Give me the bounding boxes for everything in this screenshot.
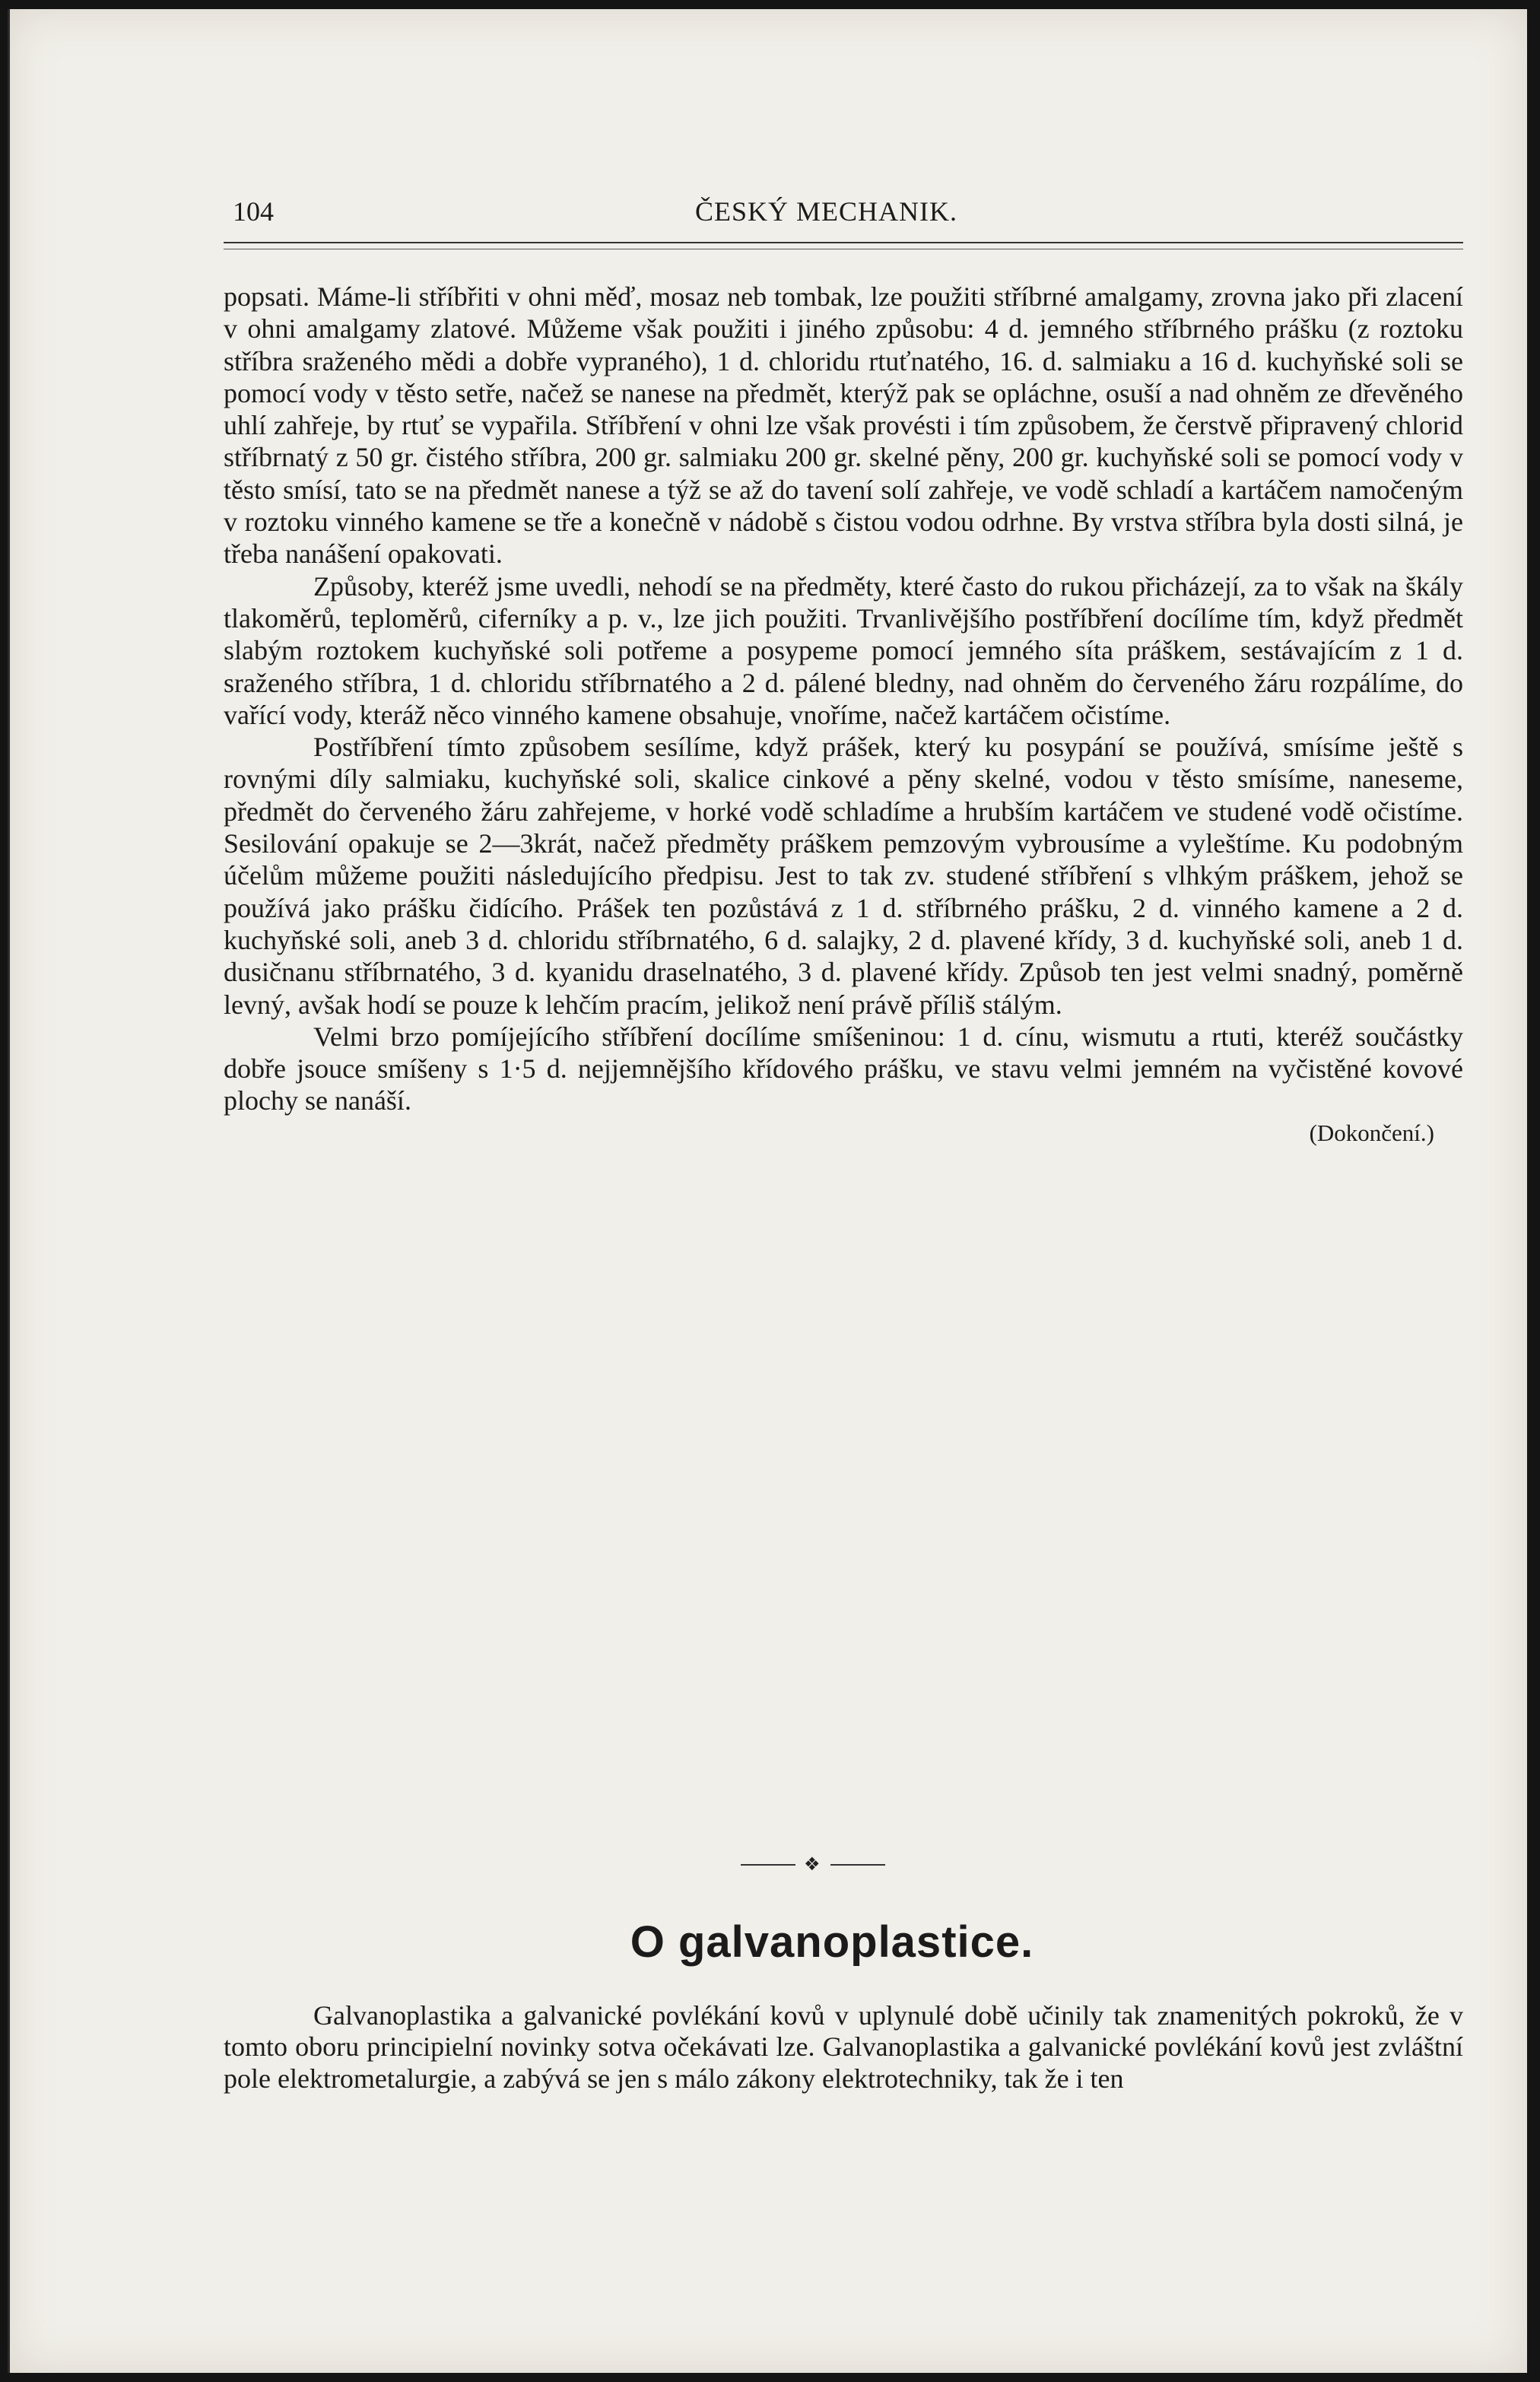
running-head (224, 195, 1463, 241)
section-divider-ornament (741, 1853, 885, 1875)
running-title: ČESKÝ MECHANIK. (695, 196, 958, 227)
paragraph: Velmi brzo pomíjejícího stříbření docílíme smíšeninou: 1 d. cínu, wismutu a rtuti, kteréž součástky dobře jsouce smíšeny s 1·5 d. nejjemnějšího křídového prášku, ve stavu velmi jemném na vyčistěné kovové plochy se nanáší. (224, 1021, 1463, 1116)
paragraph: Galvanoplastika a galvanické povlékání kovů v uplynulé době učinily tak znamenitých pokroků, že v tomto oboru principielní novinky sotva očekávati lze. Galvanoplastika a galvanické povlékání kovů jest zvláštní pole elektrometalurgie, a zabývá se jen s málo zákony elektrotechniky, tak že i ten (224, 2000, 1463, 2094)
new-article-body (224, 2000, 1463, 2095)
header-rule (224, 242, 1463, 249)
page-edge (8, 9, 10, 2373)
page (8, 9, 1527, 2373)
paragraph: Postříbření tímto způsobem sesílíme, když prášek, který ku posypání se používá, smísíme ještě s rovnými díly salmiaku, kuchyňské soli, skalice cinkové a pěny skelné, vodou v těsto smísíme, naneseme, předmět do červeného žáru zahřejeme, v horké vodě schladíme a hrubším kartáčem ve studené vodě očistíme. Sesilování opakuje se 2—3krát, načež předměty práškem pemzovým vybrousíme a vyleštíme. Ku podobným účelům můžeme použiti následujícího předpisu. Jest to tak zv. studené stříbření s vlhkým práškem, jehož se používá jako prášku čidícího. Prášek ten pozůstává z 1 d. stříbrného prášku, 2 d. vinného kamene a 2 d. kuchyňské soli, aneb 3 d. chloridu stříbrnatého, 6 d. salajky, 2 d. plavené křídy, 3 d. kuchyňské soli, aneb 1 d. dusičnanu stříbrnatého, 3 d. kyanidu draselnatého, 3 d. plavené křídy. Způsob ten jest velmi snadný, poměrně levný, avšak hodí se pouze k lehčím pracím, jelikož není právě příliš stálým. (224, 732, 1463, 1020)
divider-line (741, 1864, 795, 1866)
fleuron-icon: ❖ (804, 1853, 821, 1875)
page-number: 104 (233, 196, 274, 227)
to-be-continued-note: (Dokončení.) (1309, 1119, 1434, 1146)
section-title: O galvanoplastice. (630, 1917, 1034, 1967)
article-body (224, 281, 1463, 1149)
paragraph: Způsoby, kteréž jsme uvedli, nehodí se na předměty, které často do rukou přicházejí, za to však na škály tlakoměrů, teploměrů, ciferníky a p. v., lze jich použiti. Trvanlivějšího postříbření docílíme tím, když předmět slabým roztokem kuchyňské soli potřeme a posypeme pomocí jemného síta práškem, sestávajícím z 1 d. sraženého stříbra, 1 d. chloridu stříbrnatého a 2 d. pálené bledny, nad ohněm do červeného žáru rozpálíme, do vařící vody, kteráž něco vinného kamene obsahuje, vnoříme, načež kartáčem očistíme. (224, 570, 1463, 730)
paragraph: popsati. Máme-li stříbřiti v ohni měď, mosaz neb tombak, lze použiti stříbrné amalgamy, zrovna jako při zlacení v ohni amalgamy zlatové. Můžeme však použiti i jiného způsobu: 4 d. jemného stříbrného prášku (z roztoku stříbra sraženého mědi a dobře vypraného), 1 d. chloridu rtuťnatého, 16. d. salmiaku a 16 d. kuchyňské soli se pomocí vody v těsto setře, načež se nanese na předmět, kterýž pak se opláchne, osuší a nad ohněm ze dřevěného uhlí zahřeje, by rtuť se vypařila. Stříbření v ohni lze však provésti i tím způsobem, že čerstvě připravený chlorid stříbrnatý z 50 gr. čistého stříbra, 200 gr. salmiaku 200 gr. skelné pěny, 200 gr. kuchyňské soli se pomocí vody v těsto smísí, tato se na předmět nanese a týž se až do tavení solí zahřeje, ve vodě schladí a kartáčem namočeným v roztoku vinného kamene se tře a konečně v nádobě s čistou vodou odrhne. By vrstva stříbra byla dosti silná, je třeba nanášení opakovati. (224, 281, 1463, 570)
divider-line (830, 1864, 885, 1866)
